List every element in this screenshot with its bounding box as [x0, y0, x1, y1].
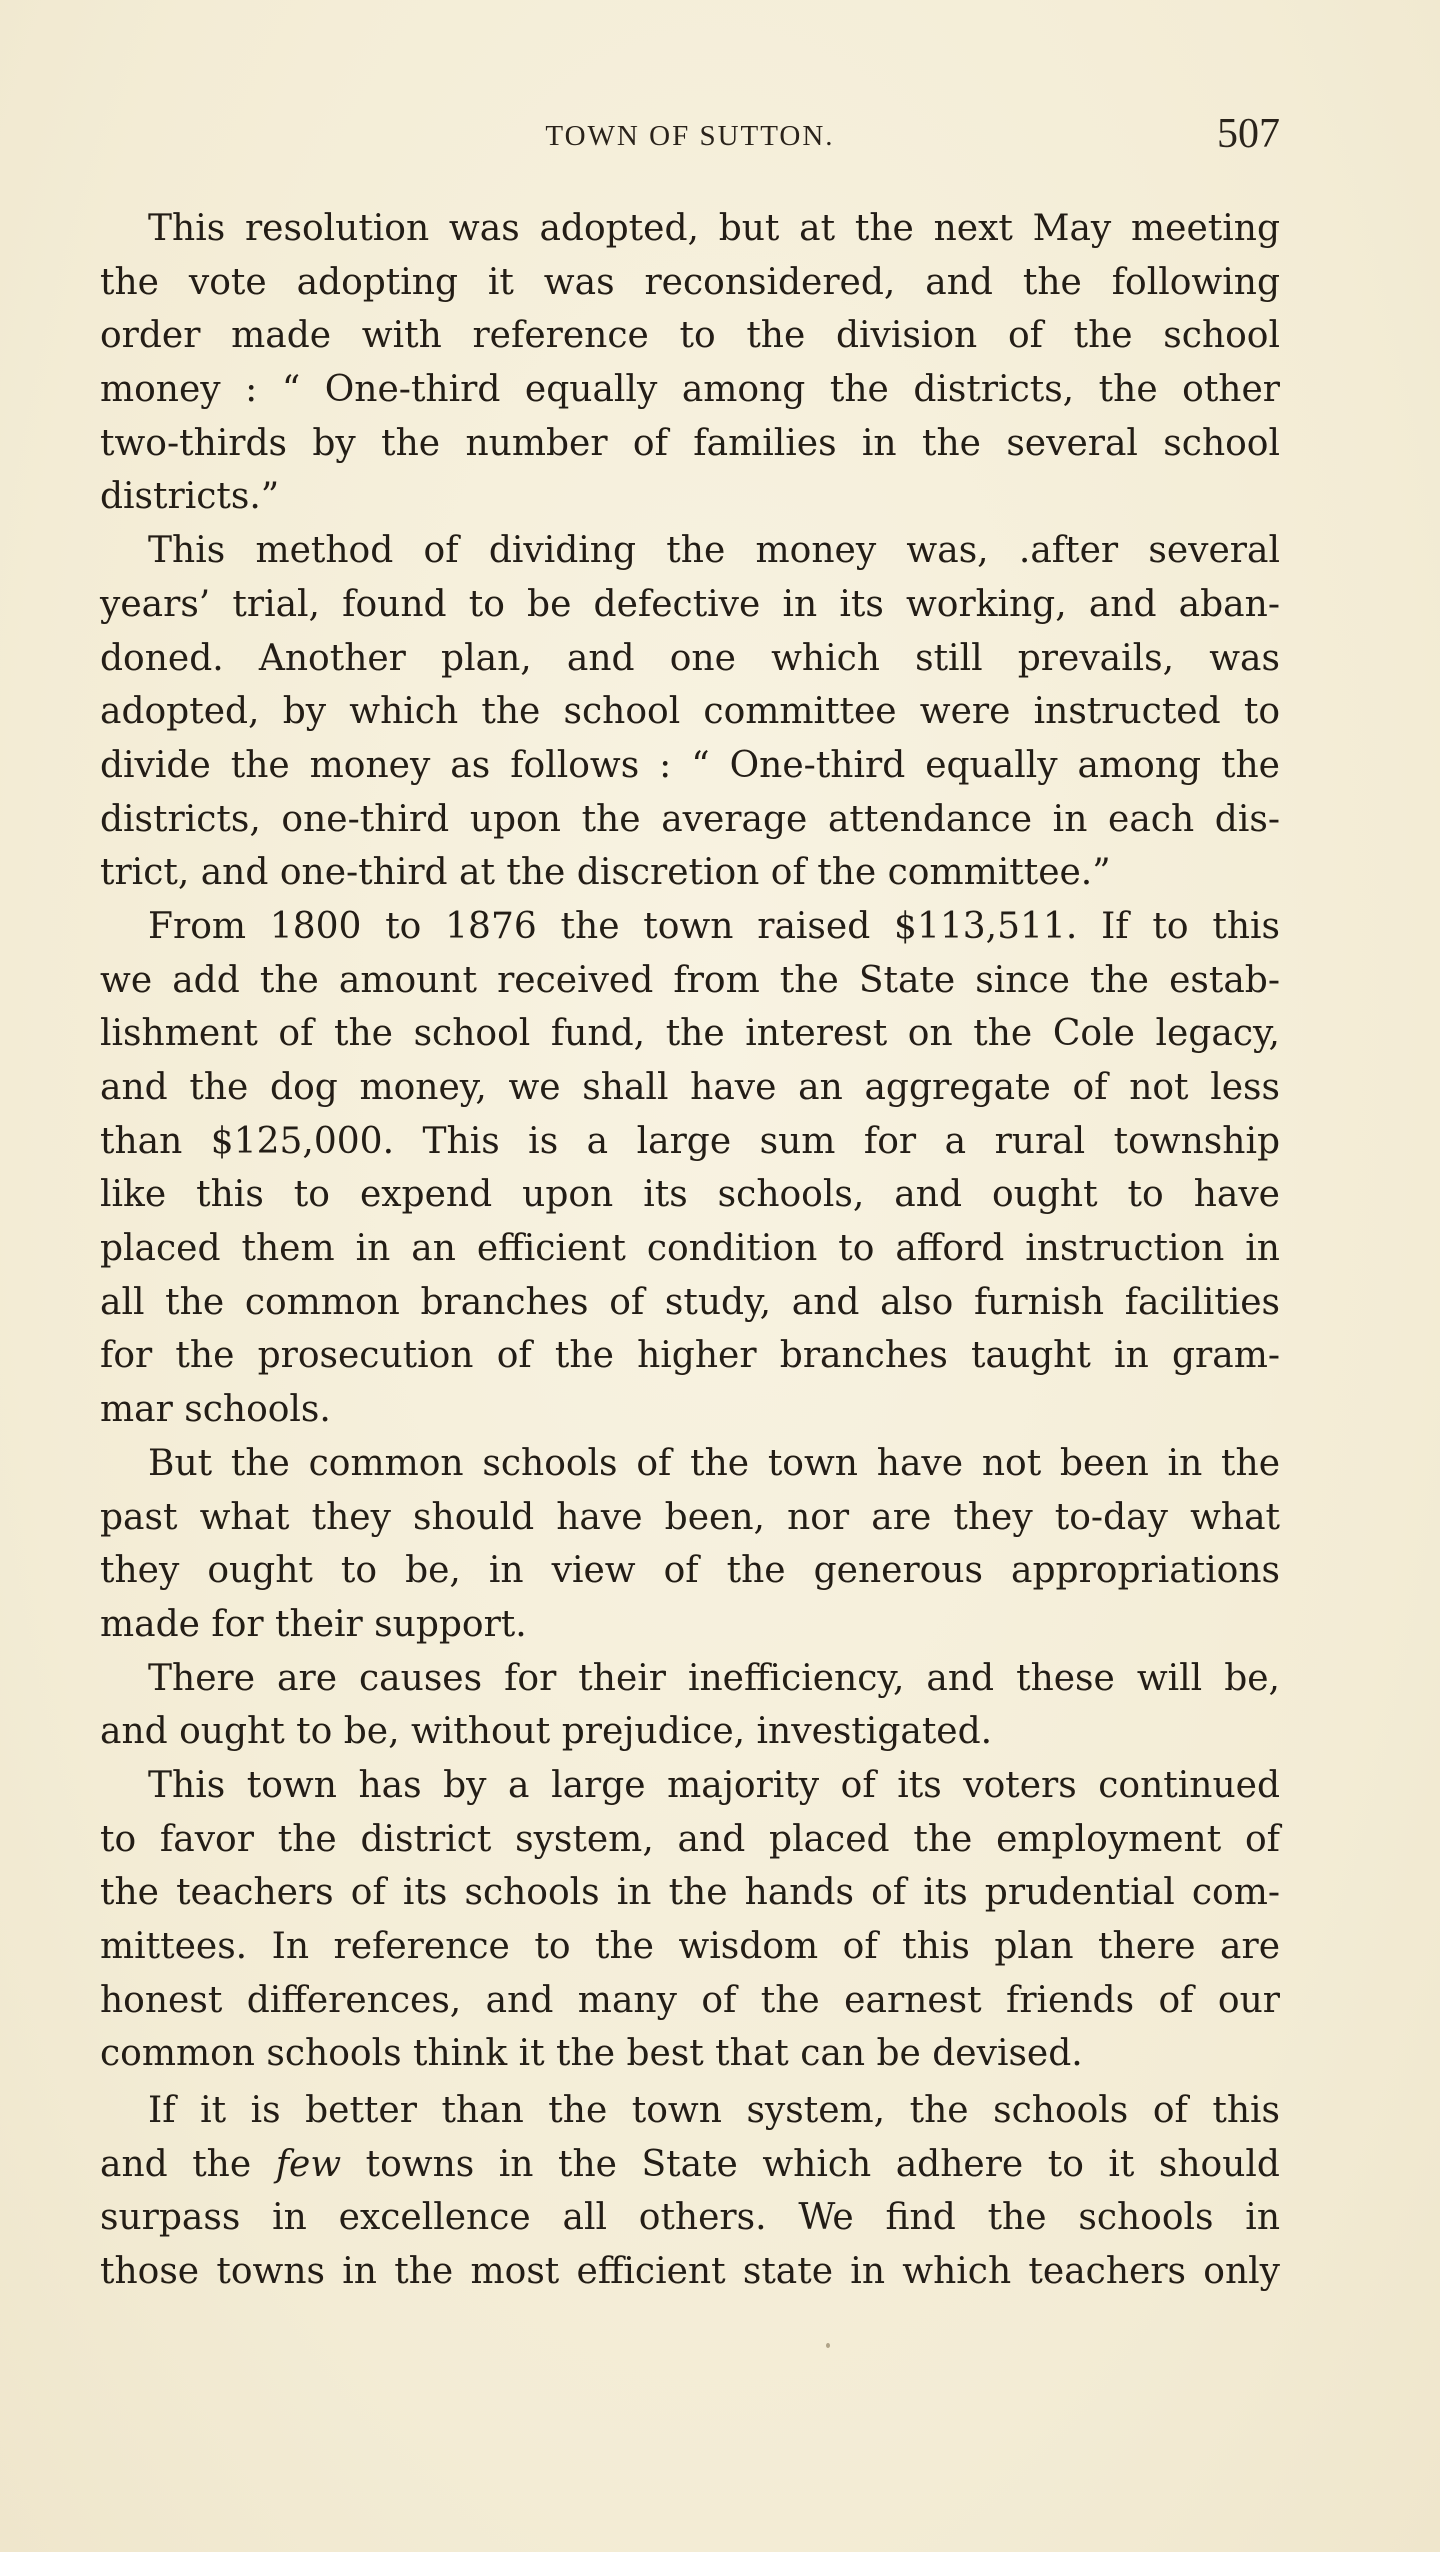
running-title: TOWN OF SUTTON.: [545, 120, 835, 152]
text-line: districts, one-third upon the average attendance in each dis-: [100, 798, 1280, 840]
text-line: districts.”: [100, 476, 280, 518]
text-line: divide the money as follows : “ One-third equally among the: [100, 744, 1280, 786]
text-line: This resolution was adopted, but at the next May meeting: [148, 208, 1280, 249]
text-fragment: towns in the State which adhere to it should: [365, 2143, 1280, 2185]
text-line: we add the amount received from the State since the estab-: [100, 959, 1280, 1001]
text-line: mar schools.: [100, 1389, 331, 1431]
text-line: the teachers of its schools in the hands of its prudential com-: [100, 1872, 1280, 1914]
text-line: From 1800 to 1876 the town raised $113,511. If to this: [148, 905, 1280, 947]
text-line: made for their support.: [100, 1603, 527, 1645]
text-line: There are causes for their inefficiency, and these will be,: [148, 1657, 1280, 1699]
text-line: and the dog money, we shall have an aggregate of not less: [100, 1067, 1280, 1108]
text-line: honest differences, and many of the earnest friends of our: [100, 1979, 1280, 2021]
text-line: years’ trial, found to be defective in its working, and aban-: [100, 583, 1280, 625]
text-line-with-italic: [100, 2138, 1280, 2192]
text-fragment: and the: [100, 2143, 252, 2185]
text-line: they ought to be, in view of the generous appropriations: [100, 1550, 1280, 1592]
text-line: the vote adopting it was reconsidered, and the following: [100, 261, 1280, 303]
page-number: 507: [1217, 111, 1280, 157]
text-line: order made with reference to the division of the school: [100, 315, 1280, 357]
italic-word: few: [275, 2143, 342, 2185]
page-header: [100, 108, 1280, 168]
text-line: doned. Another plan, and one which still prevails, was: [100, 637, 1280, 679]
text-line: This method of dividing the money was, .after several: [148, 530, 1280, 572]
text-line: and ought to be, without prejudice, investigated.: [100, 1711, 993, 1753]
text-line: surpass in excellence all others. We find the schools in: [100, 2197, 1280, 2239]
text-line: This town has by a large majority of its voters continued: [148, 1764, 1280, 1806]
text-line: than $125,000. This is a large sum for a rural township: [100, 1120, 1280, 1162]
text-line: money : “ One-third equally among the districts, the other: [100, 369, 1280, 411]
text-line: mittees. In reference to the wisdom of this plan there are: [100, 1926, 1280, 1967]
text-line: two-thirds by the number of families in the several school: [100, 422, 1280, 464]
text-line: trict, and one-third at the discretion of the committee.”: [100, 852, 1111, 894]
body-text: [100, 202, 1280, 2299]
ink-speck: [826, 2343, 830, 2348]
text-line: If it is better than the town system, the schools of this: [148, 2090, 1280, 2132]
text-line: common schools think it the best that can be devised.: [100, 2033, 1083, 2075]
text-line: But the common schools of the town have not been in the: [148, 1442, 1280, 1484]
text-line: past what they should have been, nor are they to-day what: [100, 1496, 1280, 1538]
text-line: lishment of the school fund, the interest on the Cole legacy,: [100, 1013, 1280, 1055]
text-line: all the common branches of study, and also furnish facilities: [100, 1281, 1280, 1323]
text-line: for the prosecution of the higher branches taught in gram-: [100, 1335, 1280, 1377]
text-line: like this to expend upon its schools, and ought to have: [100, 1174, 1280, 1216]
text-line: to favor the district system, and placed the employment of: [100, 1818, 1280, 1860]
text-line: placed them in an efficient condition to afford instruction in: [100, 1228, 1280, 1270]
text-line: those towns in the most efficient state in which teachers only: [100, 2251, 1280, 2293]
text-line: adopted, by which the school committee were instructed to: [100, 691, 1280, 733]
